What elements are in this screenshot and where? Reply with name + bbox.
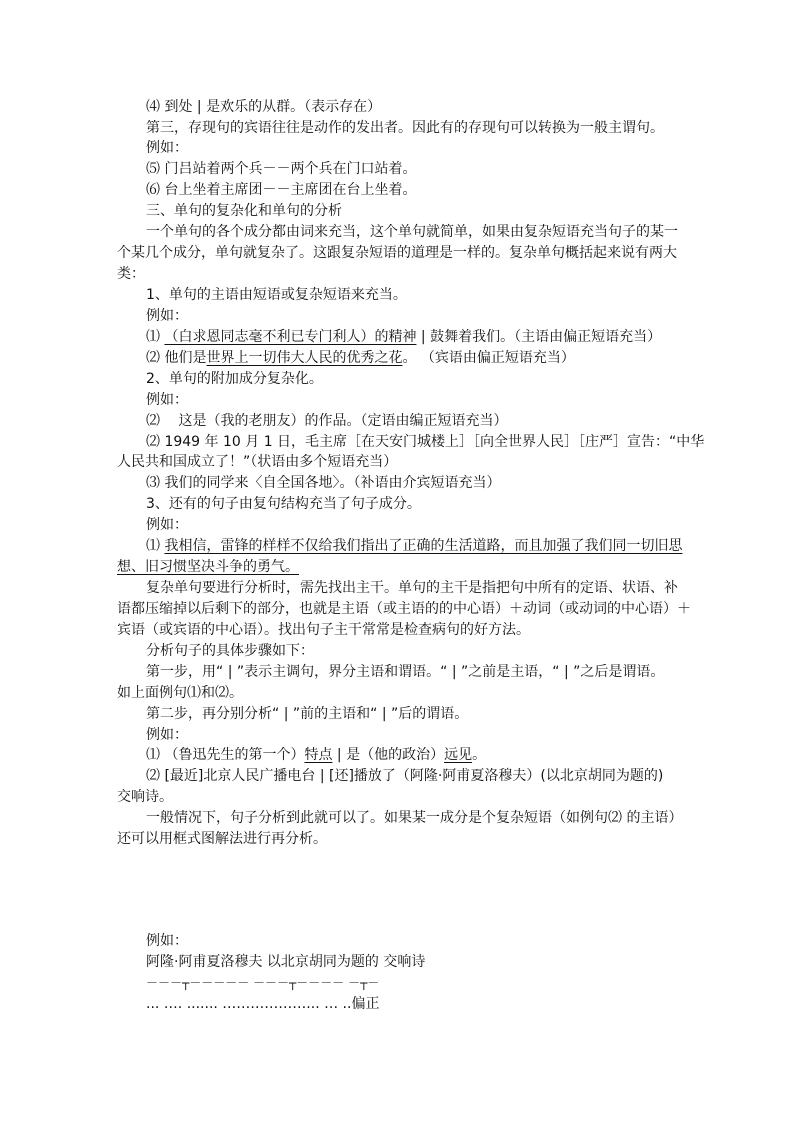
example-rest: 。 （宾语由偏正短语充当） xyxy=(402,350,575,366)
step-2-line: 第二步，再分别分析“ | ”前的主语和“ | ”后的谓语。 xyxy=(146,706,469,722)
paragraph-line: 个某几个成分，单句就复杂了。这跟复杂短语的道理是一样的。复杂单句概括起来说有两大 xyxy=(117,245,677,261)
example-number: ⑴ xyxy=(146,329,165,345)
subheading-2: 2、单句的附加成分复杂化。 xyxy=(146,371,323,387)
example-number: ⑴ xyxy=(146,538,165,554)
example-label: 例如： xyxy=(146,727,188,743)
subheading-1: 1、单句的主语由短语或复杂短语来充当。 xyxy=(146,287,407,303)
underlined-head: 特点 xyxy=(304,747,333,763)
paragraph-line: 语都压缩掉以后剩下的部分，也就是主语（或主语的的中心语）＋动词（或动词的中心语）＋ xyxy=(117,601,691,617)
underlined-subject: （白求恩同志毫不利已专门利人）的精神 xyxy=(164,329,417,345)
example-1-line xyxy=(146,327,661,347)
example-prefix: ⑴ （鲁迅先生的第一个） xyxy=(146,747,305,763)
example-5-line: ⑸ 门吕站着两个兵－－两个兵在门口站着。 xyxy=(146,161,417,177)
paragraph-line: 第三，存现句的宾语往往是动作的发出者。因此有的存现句可以转换为一般主谓句。 xyxy=(146,120,664,136)
example-mid: | 是（他的政治） xyxy=(332,747,445,763)
diagram-words: 阿隆·阿甫夏洛穆夫 以北京胡同为题的 交响诗 xyxy=(146,954,426,970)
underlined-clause: 想、旧习惯坚决斗争的勇气。 xyxy=(117,559,299,575)
paragraph-line: 还可以用框式图解法进行再分析。 xyxy=(117,831,327,847)
step-1-continued: 如上面例句⑴和⑵。 xyxy=(117,685,243,701)
example-1-line xyxy=(146,745,486,765)
example-1-line xyxy=(146,536,682,556)
example-2-continued: 交响诗。 xyxy=(117,789,173,805)
example-label: 例如： xyxy=(146,140,188,156)
example-label: 例如： xyxy=(146,392,188,408)
diagram-tree-line: －－－┬－－－－－ －－－┬－－－－ －┬－ xyxy=(146,976,380,990)
example-2-line xyxy=(146,348,575,368)
underlined-head: 远见 xyxy=(444,747,473,763)
step-1-line: 第一步，用“ | ”表示主调句，界分主语和谓语。“ | ”之前是主语，“ | ”之后是谓语。 xyxy=(146,664,665,680)
example-line: ⑵ 这是（我的老朋友）的作品。（定语由编正短语充当） xyxy=(146,413,508,429)
example-line: 人民共和国成立了！”（状语由多个短语充当） xyxy=(117,454,398,470)
example-rest: | 鼓舞着我们。（主语由偏正短语充当） xyxy=(416,329,662,345)
example-label: 例如： xyxy=(146,933,188,949)
example-2-line: ⑵ [最近]北京人民广播电台 | [还]播放了（阿隆·阿甫夏洛穆夫）(以北京胡同为题的) xyxy=(146,768,664,784)
example-prefix: ⑵ 他们是 xyxy=(146,350,207,366)
section-heading: 三、单句的复杂化和单句的分析 xyxy=(146,203,342,219)
paragraph-line: 分析句子的具体步骤如下： xyxy=(146,643,314,659)
example-3-line: ⑶ 我们的同学来〈自全国各地〉。（补语由介宾短语充当） xyxy=(146,475,501,491)
example-line: ⑵ 1949 年 10 月 1 日，毛主席［在天安门城楼上］［向全世界人民］［庄严］宣告：“中华 xyxy=(146,434,705,450)
underlined-object: 世界上一切伟大人民的优秀之花 xyxy=(206,350,403,366)
example-6-line: ⑹ 台上坐着主席团－－主席团在台上坐着。 xyxy=(146,182,417,198)
subheading-3: 3、还有的句子由复句结构充当了句子成分。 xyxy=(146,496,421,512)
example-end: 。 xyxy=(472,747,487,763)
paragraph-line: 类： xyxy=(117,266,145,282)
paragraph-line: 复杂单句要进行分析时，需先找出主干。单句的主干是指把句中所有的定语、状语、补 xyxy=(146,580,678,596)
example-4-line: ⑷ 到处 | 是欢乐的从群。（表示存在） xyxy=(146,99,382,115)
example-label: 例如： xyxy=(146,517,188,533)
example-label: 例如： xyxy=(146,308,188,324)
paragraph-line: 一般情况下，句子分析到此就可以了。如果某一成分是个复杂短语（如例句⑵ 的主语） xyxy=(146,810,683,826)
underlined-clause: 我相信，雷锋的样样不仅给我们指出了正确的生活道路，而且加强了我们同一切旧思 xyxy=(164,538,683,554)
paragraph-line: 宾语（或宾语的中心语）。找出句子主干常常是检查病句的好方法。 xyxy=(117,622,530,638)
diagram-dots-line: ... …. ....... ………………... … ..偏正 xyxy=(146,996,380,1012)
example-1-continued xyxy=(117,557,299,577)
paragraph-line: 一个单句的各个成分都由词来充当，这个单句就简单，如果由复杂短语充当句子的某一 xyxy=(146,224,678,240)
